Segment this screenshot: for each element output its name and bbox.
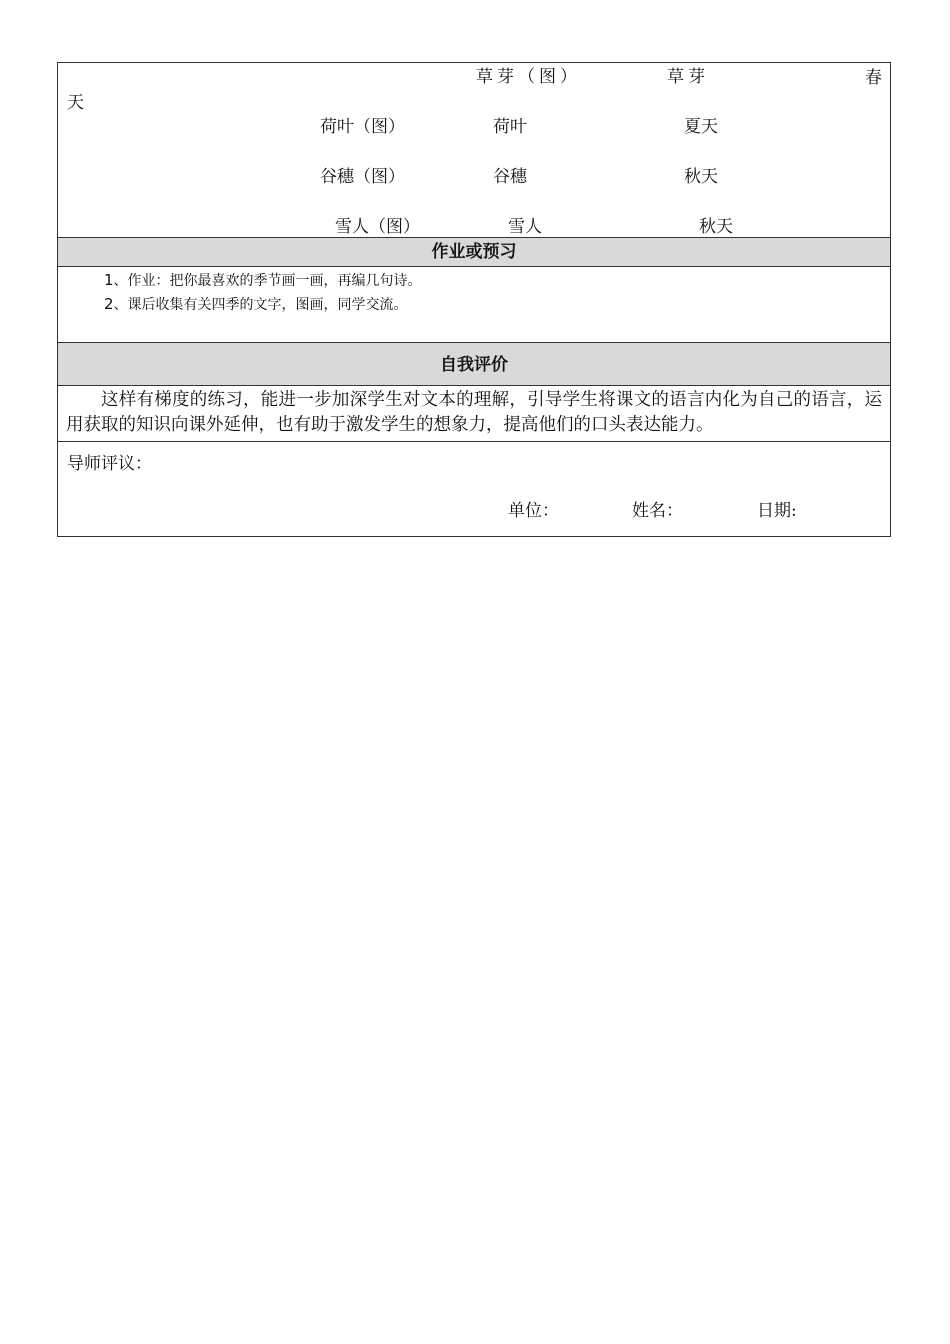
matching-section — [58, 63, 890, 238]
self-evaluation-title: 自我评价 — [440, 355, 508, 375]
homework-section — [58, 267, 890, 343]
homework-item-number: 1 — [104, 271, 114, 289]
picture-label-snowman: 雪人（图） — [335, 217, 420, 237]
lesson-table — [57, 62, 891, 537]
season-spring-part2: 天 — [67, 93, 84, 113]
picture-label-grain-ear: 谷穗（图） — [320, 167, 405, 187]
name-label: 姓名： — [632, 501, 683, 521]
picture-label-grass-sprout: 草芽（图） — [476, 67, 581, 87]
homework-item-text: 、作业：把你最喜欢的季节画一画，再编几句诗。 — [113, 273, 422, 289]
word-grain-ear: 谷穗 — [493, 167, 527, 187]
date-label: 日期: — [757, 501, 797, 521]
homework-item — [104, 271, 422, 290]
word-snowman: 雪人 — [508, 217, 542, 237]
mentor-comment-section — [58, 442, 890, 536]
homework-header — [58, 238, 890, 267]
homework-title: 作业或预习 — [431, 242, 517, 262]
self-evaluation-header — [58, 343, 890, 386]
word-grass-sprout: 草芽 — [667, 67, 709, 87]
self-evaluation-text: 这样有梯度的练习，能进一步加深学生对文本的理解，引导学生将课文的语言内化为自己的语言，运用获取的知识向课外延伸，也有助于激发学生的想象力，提高他们的口头表达能力。 — [58, 386, 890, 442]
season-autumn: 秋天 — [684, 167, 718, 187]
unit-label: 单位： — [508, 501, 559, 521]
word-lotus-leaf: 荷叶 — [493, 117, 527, 137]
homework-item — [104, 295, 408, 314]
season-autumn-2: 秋天 — [699, 217, 733, 237]
season-spring-part1: 春 — [865, 68, 882, 88]
picture-label-lotus-leaf: 荷叶（图） — [320, 117, 405, 137]
season-summer: 夏天 — [684, 117, 718, 137]
homework-item-text: 、课后收集有关四季的文字，图画，同学交流。 — [113, 297, 408, 313]
homework-item-number: 2 — [104, 295, 114, 313]
mentor-comment-label: 导师评议： — [67, 454, 152, 474]
